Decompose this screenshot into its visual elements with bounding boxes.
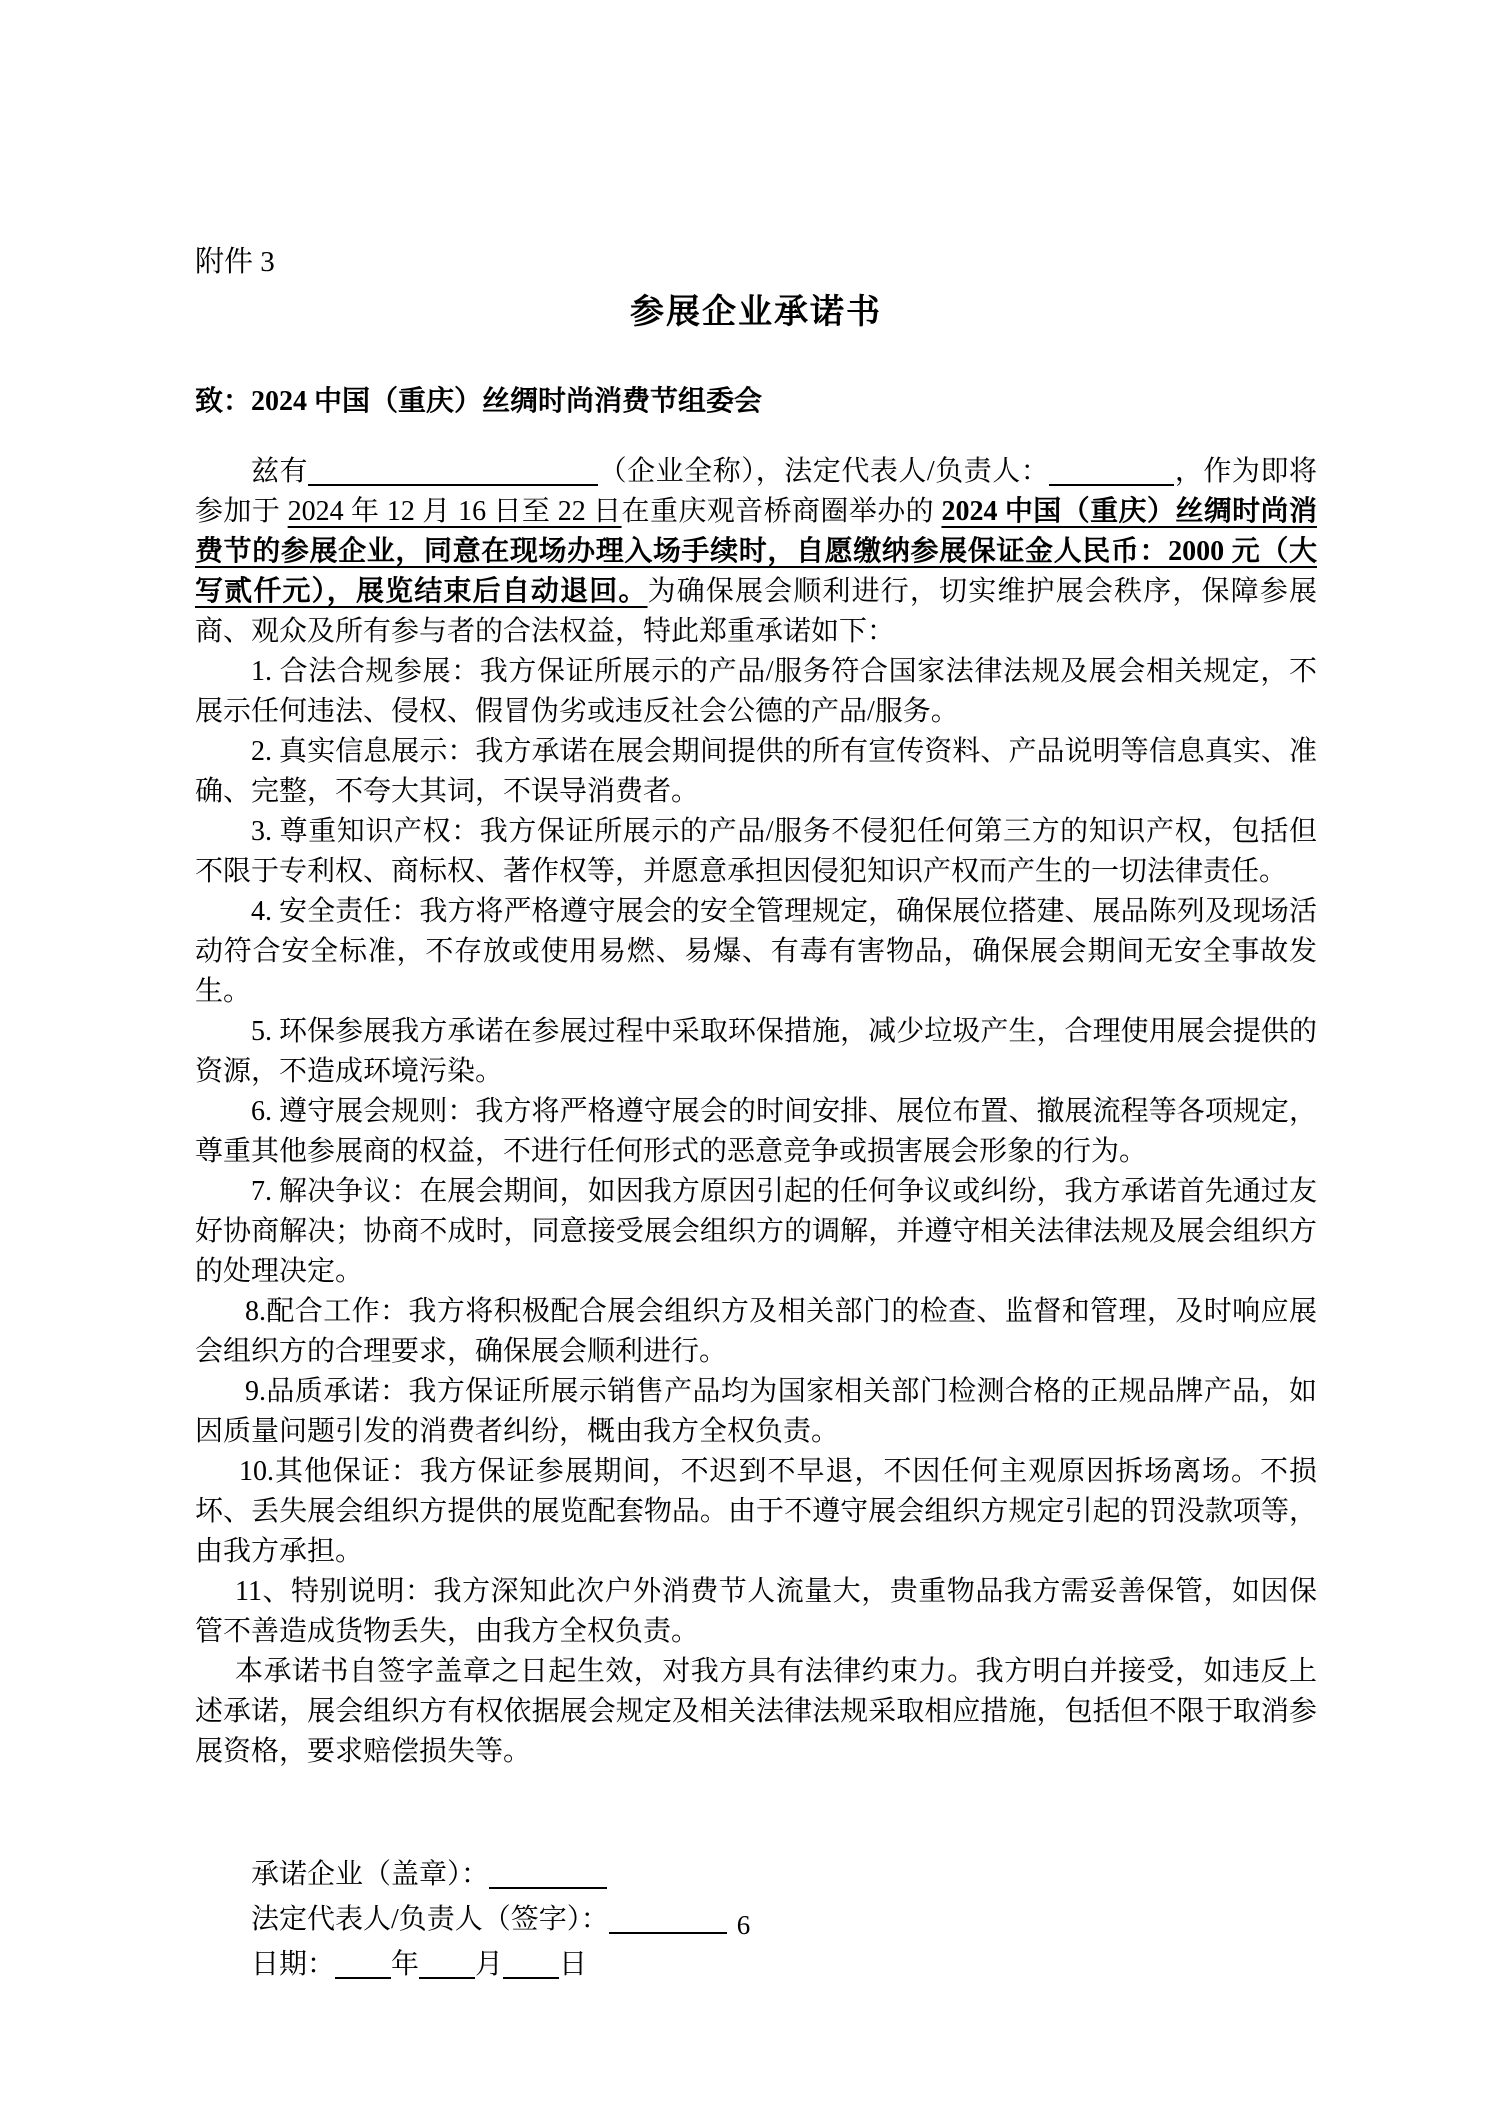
commitment-item-2: 2. 真实信息展示：我方承诺在展会期间提供的所有宣传资料、产品说明等信息真实、准确、完整，不夸大其词，不误导消费者。 bbox=[195, 736, 1317, 807]
attachment-label: 附件 3 bbox=[195, 246, 275, 278]
commitment-item-9: 9.品质承诺：我方保证所展示销售产品均为国家相关部门检测合格的正规品牌产品，如因质量问题引发的消费者纠纷，概由我方全权负责。 bbox=[195, 1376, 1317, 1447]
recipient-line: 致：2024 中国（重庆）丝绸时尚消费节组委会 bbox=[195, 386, 763, 417]
date-year-blank bbox=[335, 1947, 391, 1979]
commitment-item-3: 3. 尊重知识产权：我方保证所展示的产品/服务不侵犯任何第三方的知识产权，包括但不限于专利权、商标权、著作权等，并愿意承担因侵犯知识产权而产生的一切法律责任。 bbox=[195, 816, 1317, 887]
intro-prefix: 兹有 bbox=[251, 456, 309, 487]
commitment-item-10: 10.其他保证：我方保证参展期间，不迟到不早退，不因任何主观原因拆场离场。不损坏、丢失展会组织方提供的展览配套物品。由于不遵守展会组织方规定引起的罚没款项等，由我方承担。 bbox=[195, 1456, 1317, 1567]
document-title: 参展企业承诺书 bbox=[630, 293, 882, 331]
commitment-item-7: 7. 解决争议：在展会期间，如因我方原因引起的任何争议或纠纷，我方承诺首先通过友好协商解决；协商不成时，同意接受展会组织方的调解，并遵守相关法律法规及展会组织方的处理决定。 bbox=[195, 1176, 1317, 1287]
commitment-item-5: 5. 环保参展我方承诺在参展过程中采取环保措施，减少垃圾产生，合理使用展会提供的资源，不造成环境污染。 bbox=[195, 1016, 1317, 1087]
signature-date-line bbox=[251, 1942, 1317, 1987]
deposit-clause: 2024 中国（重庆）丝绸时尚消费节的参展企业，同意在现场办理入场手续时，自愿缴纳参展保证金人民币：2000 元（大写贰仟元），展览结束后自动退回。 bbox=[195, 496, 1317, 607]
intro-connector: ，作为即将参加于 bbox=[195, 456, 1317, 527]
event-venue: 在重庆观音桥商圈举办的 bbox=[621, 496, 942, 527]
company-name-blank bbox=[308, 454, 598, 486]
date-label: 日期： bbox=[251, 1949, 336, 1980]
commitment-item-11: 11、特别说明：我方深知此次户外消费节人流量大，贵重物品我方需妥善保管，如因保管不善造成货物丢失，由我方全权负责。 bbox=[195, 1576, 1317, 1647]
document-body bbox=[195, 452, 1317, 1772]
closing-paragraph: 本承诺书自签字盖章之日起生效，对我方具有法律约束力。我方明白并接受，如违反上述承诺，展会组织方有权依据展会规定及相关法律法规采取相应措施，包括但不限于取消参展资格，要求赔偿损失等。 bbox=[195, 1656, 1317, 1767]
company-seal-label: 承诺企业（盖章）： bbox=[251, 1859, 490, 1890]
commitment-item-1: 1. 合法合规参展：我方保证所展示的产品/服务符合国家法律法规及展会相关规定，不展示任何违法、侵权、假冒伪劣或违反社会公德的产品/服务。 bbox=[195, 656, 1317, 727]
company-seal-blank bbox=[489, 1857, 607, 1889]
date-day-blank bbox=[503, 1947, 559, 1979]
commitment-item-8: 8.配合工作：我方将积极配合展会组织方及相关部门的检查、监督和管理，及时响应展会组织方的合理要求，确保展会顺利进行。 bbox=[195, 1296, 1317, 1367]
representative-name-blank bbox=[1049, 454, 1174, 486]
page-number: 6 bbox=[736, 1910, 751, 1940]
commitment-item-6: 6. 遵守展会规则：我方将严格遵守展会的时间安排、展位布置、撤展流程等各项规定，尊重其他参展商的权益，不进行任何形式的恶意竞争或损害展会形象的行为。 bbox=[195, 1096, 1317, 1167]
event-dates-underlined: 2024 年 12 月 16 日至 22 日 bbox=[287, 496, 622, 527]
intro-paragraph bbox=[195, 452, 1317, 652]
date-day-suffix: 日 bbox=[559, 1949, 588, 1980]
signature-company-line bbox=[251, 1852, 1317, 1897]
commitment-item-4: 4. 安全责任：我方将严格遵守展会的安全管理规定，确保展位搭建、展品陈列及现场活动符合安全标准，不存放或使用易燃、易爆、有毒有害物品，确保展会期间无安全事故发生。 bbox=[195, 896, 1317, 1007]
representative-sign-label: 法定代表人/负责人（签字）： bbox=[251, 1904, 609, 1935]
date-year-suffix: 年 bbox=[391, 1949, 420, 1980]
date-month-blank bbox=[419, 1947, 475, 1979]
company-name-hint: （企业全称），法定代表人/负责人： bbox=[598, 456, 1050, 487]
intro-tail: 为确保展会顺利进行，切实维护展会秩序，保障参展商、观众及所有参与者的合法权益，特此郑重承诺如下： bbox=[195, 576, 1317, 647]
date-month-suffix: 月 bbox=[475, 1949, 504, 1980]
